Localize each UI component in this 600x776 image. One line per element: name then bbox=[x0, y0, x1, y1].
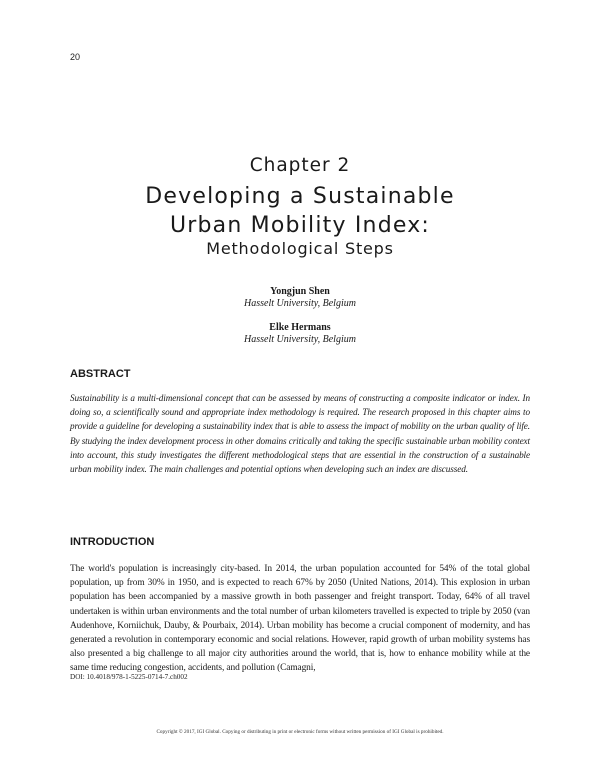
copyright-notice: Copyright © 2017, IGI Global. Copying or distributing in print or electronic forms without written permission of IGI Global is prohibited. bbox=[156, 729, 444, 735]
chapter-title-line-2: Urban Mobility Index: bbox=[169, 213, 431, 238]
author-name: Elke Hermans bbox=[269, 322, 331, 333]
chapter-title-line-1: Developing a Sustainable bbox=[145, 184, 455, 209]
author-block bbox=[0, 286, 600, 310]
chapter-title bbox=[0, 182, 600, 240]
introduction-heading: INTRODUCTION bbox=[70, 536, 155, 548]
chapter-label: Chapter 2 bbox=[249, 155, 351, 176]
doi-line: DOI: 10.4018/978-1-5225-0714-7.ch002 bbox=[70, 673, 188, 681]
page-number: 20 bbox=[70, 52, 81, 62]
abstract-text: Sustainability is a multi-dimensional concept that can be assessed by means of constructing a composite indicator or index. In doing so, a scientifically sound and appropriate index methodology is required. The research proposed in this chapter aims to provide a guideline for developing a sustainability index that is able to assess the impact of mobility on the urban quality of life. By studying the index development process in other domains critically and taking the specific sustainable urban mobility context into account, this study investigates the different methodological steps that are essential in the construction of a sustainable urban mobility index. The main challenges and potential options when developing such an index are discussed. bbox=[70, 393, 530, 475]
introduction-text: The world's population is increasingly city-based. In 2014, the urban population accounted for 54% of the total global population, up from 30% in 1950, and is expected to reach 67% by 2050 (United Nations, 2014). This explosion in urban population has been accompanied by a massive growth in both passenger and freight transport. Today, 64% of all travel undertaken is within urban environments and the total number of urban kilometers travelled is expected to triple by 2050 (van Audenhove, Korniichuk, Dauby, & Pourbaix, 2014). Urban mobility has become a crucial component of modernity, and has generated a revolution in contemporary economic and social relations. However, rapid growth of urban mobility systems has also presented a big challenge to all major city authorities around the world, that is, how to enhance mobility while at the same time reducing congestion, accidents, and pollution (Camagni, bbox=[70, 564, 530, 674]
author-name: Yongjun Shen bbox=[270, 286, 330, 297]
author-affiliation: Hasselt University, Belgium bbox=[244, 334, 356, 345]
author-block bbox=[0, 322, 600, 346]
chapter-subtitle: Methodological Steps bbox=[206, 239, 394, 258]
abstract-heading: ABSTRACT bbox=[70, 368, 131, 380]
author-affiliation: Hasselt University, Belgium bbox=[244, 298, 356, 309]
